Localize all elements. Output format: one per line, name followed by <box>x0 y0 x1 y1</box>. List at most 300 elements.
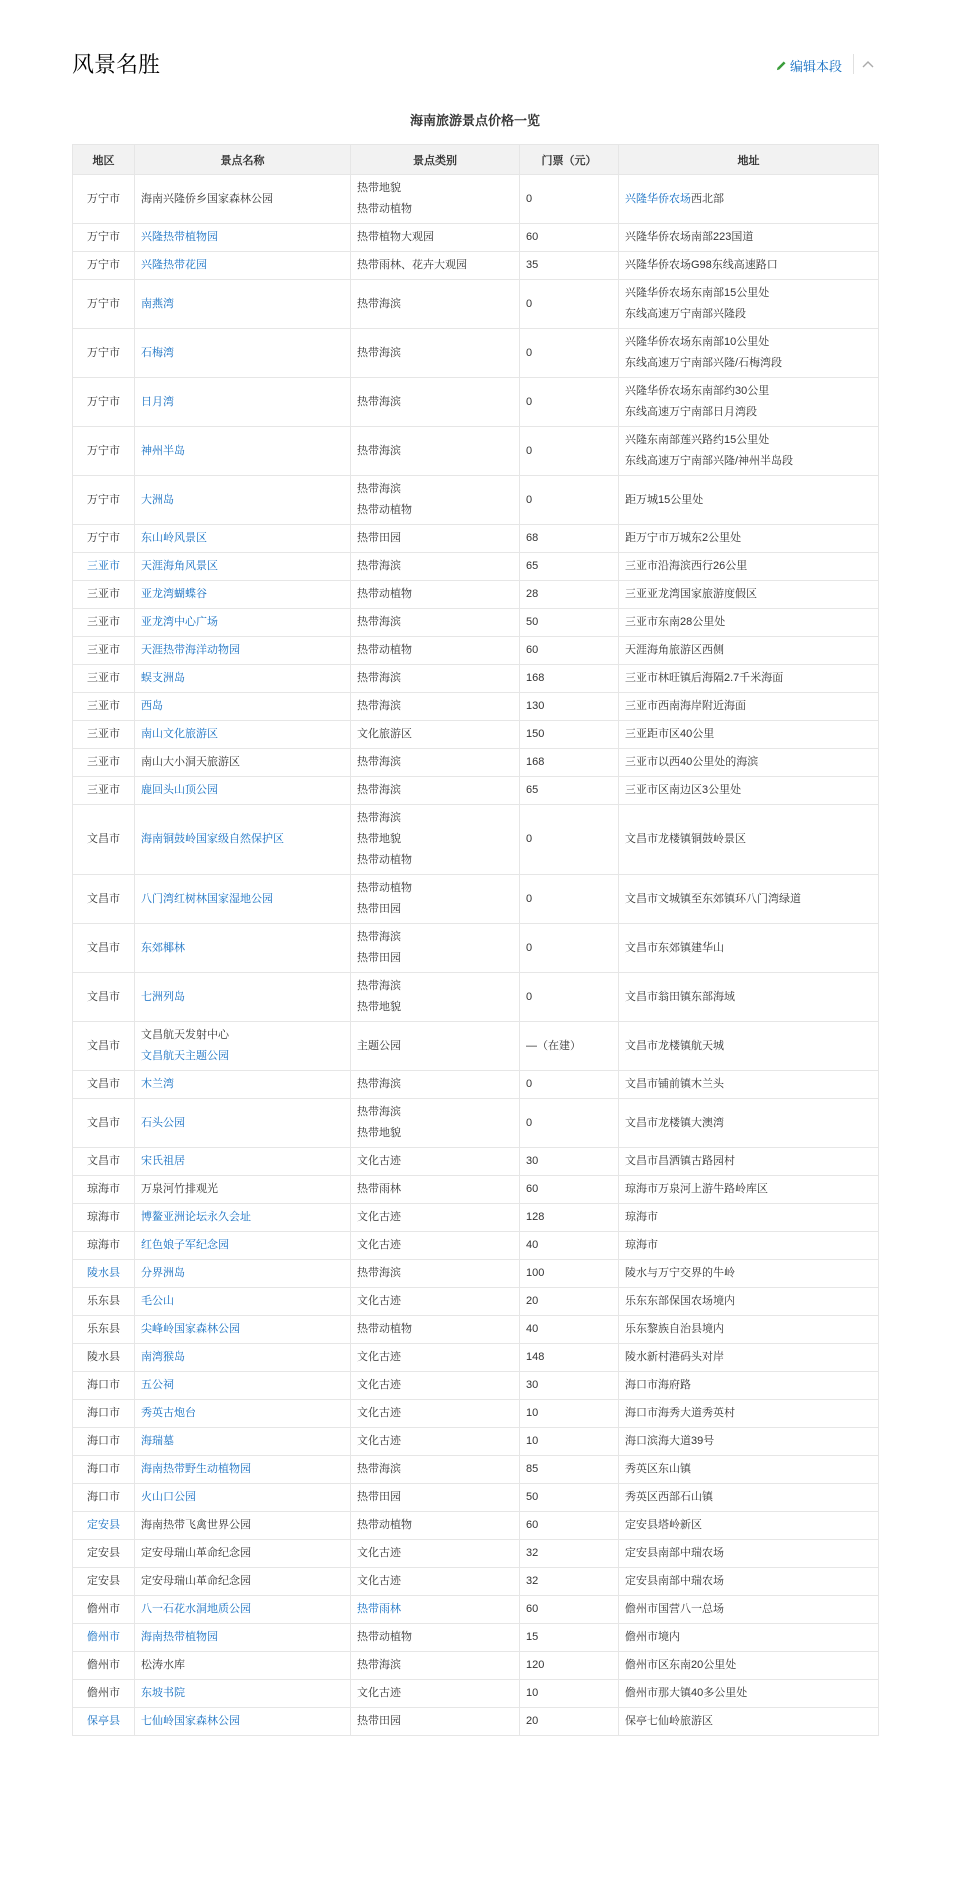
chevron-up-icon[interactable] <box>860 56 876 72</box>
cell-address <box>619 1316 879 1344</box>
address-text: 兴隆华侨农场东南部约30公里 <box>625 385 770 397</box>
address-text: 定安县南部中瑞农场 <box>625 1575 724 1587</box>
category-text: 热带海滨 <box>357 395 401 408</box>
region-text: 琼海市 <box>87 1211 120 1223</box>
region-text[interactable]: 三亚市 <box>87 560 120 572</box>
cell-name <box>135 1232 351 1260</box>
category-text: 热带海滨 <box>357 931 401 943</box>
cell-ticket <box>520 1428 619 1456</box>
cell-region <box>73 224 135 252</box>
region-text: 三亚市 <box>87 756 120 768</box>
cell-category <box>351 1148 520 1176</box>
cell-category <box>351 476 520 525</box>
cell-ticket <box>520 224 619 252</box>
table-row <box>73 924 879 973</box>
cell-ticket <box>520 1260 619 1288</box>
attraction-name[interactable]: 宋氏祖居 <box>141 1155 185 1167</box>
ticket-price: 35 <box>526 259 539 271</box>
ticket-price: 28 <box>526 588 539 600</box>
cell-ticket <box>520 609 619 637</box>
attraction-name[interactable]: 木兰湾 <box>141 1078 174 1090</box>
cell-name <box>135 1344 351 1372</box>
ticket-price: 0 <box>526 941 533 954</box>
category-text: 热带海滨 <box>357 980 401 992</box>
category-text: 热带动植物 <box>357 882 412 894</box>
cell-category <box>351 1316 520 1344</box>
region-text: 万宁市 <box>87 395 120 408</box>
category-text: 热带海滨 <box>357 784 401 796</box>
region-text: 文昌市 <box>87 1078 120 1090</box>
cell-address <box>619 1596 879 1624</box>
cell-region <box>73 1624 135 1652</box>
ticket-price: 60 <box>526 1519 539 1531</box>
ticket-price: 32 <box>526 1547 539 1559</box>
cell-address <box>619 175 879 224</box>
cell-region <box>73 1232 135 1260</box>
cell-region <box>73 581 135 609</box>
region-text: 文昌市 <box>87 1039 120 1052</box>
table-row <box>73 1400 879 1428</box>
cell-address <box>619 749 879 777</box>
cell-ticket <box>520 1596 619 1624</box>
address-text <box>625 189 872 210</box>
cell-ticket <box>520 665 619 693</box>
address-link[interactable]: 兴隆华侨农场 <box>625 192 691 205</box>
attraction-name[interactable]: 南湾猴岛 <box>141 1351 185 1363</box>
attraction-name[interactable]: 海南铜鼓岭国家级自然保护区 <box>141 833 284 845</box>
cell-name <box>135 1484 351 1512</box>
cell-ticket <box>520 1680 619 1708</box>
address-text: 海口市海秀大道秀英村 <box>625 1407 735 1419</box>
table-row <box>73 875 879 924</box>
cell-category <box>351 252 520 280</box>
address-text: 天涯海角旅游区西侧 <box>625 644 724 656</box>
attraction-name[interactable]: 兴隆热带花园 <box>141 259 207 271</box>
region-text: 海口市 <box>87 1379 120 1391</box>
column-header-name: 景点名称 <box>135 145 351 175</box>
region-text: 万宁市 <box>87 532 120 544</box>
address-text: 琼海市万泉河上游牛路岭库区 <box>625 1183 768 1195</box>
attraction-name[interactable]: 八一石花水洞地质公园 <box>141 1603 251 1615</box>
attraction-name[interactable]: 南燕湾 <box>141 297 174 310</box>
cell-name <box>135 525 351 553</box>
address-text: 兴隆华侨农场东南部10公里处 <box>625 336 770 348</box>
address-text: 文昌市东郊镇建华山 <box>625 941 724 954</box>
cell-region <box>73 749 135 777</box>
region-text: 乐东县 <box>87 1323 120 1335</box>
table-row <box>73 1680 879 1708</box>
cell-category <box>351 805 520 875</box>
region-text: 万宁市 <box>87 259 120 271</box>
attraction-name[interactable]: 蜈支洲岛 <box>141 672 185 684</box>
cell-address <box>619 1456 879 1484</box>
cell-name <box>135 665 351 693</box>
category-text: 热带田园 <box>357 1491 401 1503</box>
category-text[interactable]: 热带雨林 <box>357 1603 401 1615</box>
cell-name <box>135 1596 351 1624</box>
address-text: 文昌市翁田镇东部海域 <box>625 990 735 1003</box>
attraction-name[interactable]: 海南热带野生动植物园 <box>141 1463 251 1475</box>
cell-region <box>73 1260 135 1288</box>
cell-category <box>351 224 520 252</box>
cell-category <box>351 1484 520 1512</box>
cell-address <box>619 637 879 665</box>
attraction-name[interactable]: 五公祠 <box>141 1379 174 1391</box>
cell-address <box>619 1288 879 1316</box>
category-text: 文化旅游区 <box>357 728 412 740</box>
table-row <box>73 1652 879 1680</box>
address-text: 东线高速万宁南部兴隆/石梅湾段 <box>625 357 783 369</box>
table-row <box>73 1260 879 1288</box>
cell-name <box>135 1708 351 1736</box>
column-header-address: 地址 <box>619 145 879 175</box>
cell-region <box>73 1288 135 1316</box>
region-text: 海口市 <box>87 1463 120 1475</box>
ticket-price: 120 <box>526 1659 545 1671</box>
attractions-table <box>72 144 879 1736</box>
category-text: 热带雨林、花卉大观园 <box>357 259 467 271</box>
cell-category <box>351 609 520 637</box>
cell-ticket <box>520 1288 619 1316</box>
cell-name <box>135 1540 351 1568</box>
cell-address <box>619 1680 879 1708</box>
cell-address <box>619 224 879 252</box>
attraction-name[interactable]: 亚龙湾中心广场 <box>141 616 218 628</box>
category-text: 热带地貌 <box>357 833 401 845</box>
attraction-name[interactable]: 兴隆热带植物园 <box>141 231 218 243</box>
ticket-price: 0 <box>526 892 533 905</box>
region-text: 文昌市 <box>87 941 120 954</box>
attraction-name[interactable]: 海南热带植物园 <box>141 1631 218 1643</box>
address-text: 儋州市境内 <box>625 1631 680 1643</box>
ticket-price: 60 <box>526 1183 539 1195</box>
cell-address <box>619 805 879 875</box>
attraction-name: 文昌航天发射中心 <box>141 1029 229 1041</box>
address-text: 秀英区西部石山镇 <box>625 1491 713 1503</box>
attraction-name[interactable]: 火山口公园 <box>141 1491 196 1503</box>
cell-region <box>73 1372 135 1400</box>
ticket-price: 0 <box>526 1116 533 1129</box>
ticket-price: 30 <box>526 1379 539 1391</box>
cell-address <box>619 476 879 525</box>
cell-region <box>73 476 135 525</box>
cell-category <box>351 427 520 476</box>
cell-category <box>351 378 520 427</box>
cell-address <box>619 1540 879 1568</box>
table-row <box>73 1484 879 1512</box>
attraction-name[interactable]: 博鳌亚洲论坛永久会址 <box>141 1211 251 1223</box>
cell-category <box>351 1071 520 1099</box>
ticket-price: 0 <box>526 346 533 359</box>
region-text: 海口市 <box>87 1491 120 1503</box>
ticket-price: 148 <box>526 1351 545 1363</box>
address-text: 三亚距市区40公里 <box>625 728 715 740</box>
region-text: 定安县 <box>87 1547 120 1559</box>
address-text: 三亚市西南海岸附近海面 <box>625 700 746 712</box>
category-text: 文化古迹 <box>357 1435 401 1447</box>
cell-ticket <box>520 476 619 525</box>
ticket-price: 20 <box>526 1295 539 1307</box>
attraction-name[interactable]: 海瑞墓 <box>141 1435 174 1447</box>
address-text: 三亚市沿海滨西行26公里 <box>625 560 748 572</box>
category-text: 热带田园 <box>357 903 401 915</box>
cell-address <box>619 427 879 476</box>
address-text: 三亚市林旺镇后海隔2.7千米海面 <box>625 672 784 684</box>
category-text: 热带动植物 <box>357 203 412 215</box>
cell-name <box>135 749 351 777</box>
ticket-price: 0 <box>526 833 533 845</box>
category-text: 热带海滨 <box>357 1078 401 1090</box>
address-rest: 西北部 <box>691 192 724 205</box>
address-text: 文昌市文城镇至东郊镇环八门湾绿道 <box>625 892 801 905</box>
cell-region <box>73 252 135 280</box>
region-text[interactable]: 儋州市 <box>87 1631 120 1643</box>
cell-ticket <box>520 553 619 581</box>
attraction-name[interactable]: 文昌航天主题公园 <box>141 1050 229 1062</box>
address-text: 东线高速万宁南部兴隆/神州半岛段 <box>625 455 794 467</box>
category-text: 热带海滨 <box>357 616 401 628</box>
cell-ticket <box>520 637 619 665</box>
category-text: 热带雨林 <box>357 1183 401 1195</box>
ticket-price: 0 <box>526 1078 533 1090</box>
region-text[interactable]: 定安县 <box>87 1519 120 1531</box>
cell-ticket <box>520 1204 619 1232</box>
cell-address <box>619 1428 879 1456</box>
category-text: 热带海滨 <box>357 700 401 712</box>
category-text: 文化古迹 <box>357 1379 401 1391</box>
region-text: 万宁市 <box>87 231 120 243</box>
cell-name <box>135 252 351 280</box>
cell-name <box>135 1022 351 1071</box>
table-body <box>73 175 879 1736</box>
cell-ticket <box>520 1071 619 1099</box>
category-text: 热带植物大观园 <box>357 231 434 243</box>
cell-region <box>73 1428 135 1456</box>
cell-ticket <box>520 1456 619 1484</box>
category-text: 热带田园 <box>357 952 401 964</box>
ticket-price: 60 <box>526 231 539 243</box>
ticket-price: 50 <box>526 616 539 628</box>
edit-section-label: 编辑本段 <box>789 59 842 74</box>
cell-ticket <box>520 1372 619 1400</box>
address-text: 兴隆华侨农场G98东线高速路口 <box>625 259 778 271</box>
region-text: 文昌市 <box>87 1155 120 1167</box>
cell-ticket <box>520 973 619 1022</box>
cell-ticket <box>520 427 619 476</box>
cell-address <box>619 777 879 805</box>
table-row <box>73 1372 879 1400</box>
address-text: 海口滨海大道39号 <box>625 1435 715 1447</box>
attraction-name[interactable]: 天涯海角风景区 <box>141 560 218 572</box>
cell-region <box>73 1596 135 1624</box>
attraction-name[interactable]: 红色娘子军纪念园 <box>141 1239 229 1251</box>
cell-region <box>73 280 135 329</box>
cell-address <box>619 1176 879 1204</box>
cell-category <box>351 525 520 553</box>
attraction-name[interactable]: 七洲列岛 <box>141 990 185 1003</box>
region-text: 儋州市 <box>87 1659 120 1671</box>
cell-ticket <box>520 175 619 224</box>
cell-region <box>73 175 135 224</box>
table-row <box>73 252 879 280</box>
attraction-name[interactable]: 神州半岛 <box>141 444 185 457</box>
ticket-price: 15 <box>526 1631 539 1643</box>
region-text: 琼海市 <box>87 1183 120 1195</box>
table-row <box>73 1624 879 1652</box>
attraction-name[interactable]: 尖峰岭国家森林公园 <box>141 1323 240 1335</box>
cell-region <box>73 1512 135 1540</box>
table-row <box>73 1540 879 1568</box>
attraction-name[interactable]: 东坡书院 <box>141 1687 185 1699</box>
table-row <box>73 777 879 805</box>
attraction-name[interactable]: 八门湾红树林国家湿地公园 <box>141 892 273 905</box>
attraction-name[interactable]: 秀英古炮台 <box>141 1407 196 1419</box>
cell-category <box>351 1344 520 1372</box>
attraction-name[interactable]: 东山岭风景区 <box>141 532 207 544</box>
attraction-name[interactable]: 鹿回头山顶公园 <box>141 784 218 796</box>
region-text[interactable]: 保亭县 <box>87 1715 120 1727</box>
cell-ticket <box>520 1344 619 1372</box>
attraction-name[interactable]: 日月湾 <box>141 395 174 408</box>
region-text: 万宁市 <box>87 192 120 205</box>
cell-address <box>619 1372 879 1400</box>
attraction-name[interactable]: 石头公园 <box>141 1116 185 1129</box>
table-row <box>73 1344 879 1372</box>
table-row <box>73 329 879 378</box>
ticket-price: 0 <box>526 493 533 506</box>
attraction-name[interactable]: 西岛 <box>141 700 163 712</box>
cell-address <box>619 665 879 693</box>
cell-region <box>73 665 135 693</box>
category-text: 热带动植物 <box>357 504 412 516</box>
table-header-row <box>73 145 879 175</box>
region-text: 三亚市 <box>87 672 120 684</box>
cell-name <box>135 1288 351 1316</box>
cell-region <box>73 973 135 1022</box>
cell-region <box>73 1680 135 1708</box>
attraction-name[interactable]: 亚龙湾蝴蝶谷 <box>141 588 207 600</box>
address-text: 三亚市以西40公里处的海滨 <box>625 756 759 768</box>
table-row <box>73 378 879 427</box>
attraction-name[interactable]: 东郊椰林 <box>141 941 185 954</box>
cell-ticket <box>520 1022 619 1071</box>
cell-address <box>619 280 879 329</box>
attraction-name[interactable]: 七仙岭国家森林公园 <box>141 1715 240 1727</box>
table-row <box>73 1204 879 1232</box>
address-text: 东线高速万宁南部兴隆段 <box>625 308 746 320</box>
table-row <box>73 1568 879 1596</box>
cell-category <box>351 1540 520 1568</box>
address-text: 海口市海府路 <box>625 1379 691 1391</box>
category-text: 文化古迹 <box>357 1351 401 1363</box>
cell-ticket <box>520 1484 619 1512</box>
table-row <box>73 1148 879 1176</box>
cell-category <box>351 1372 520 1400</box>
category-text: 文化古迹 <box>357 1155 401 1167</box>
table-row <box>73 1099 879 1148</box>
region-text: 文昌市 <box>87 990 120 1003</box>
attraction-name[interactable]: 大洲岛 <box>141 493 174 506</box>
cell-ticket <box>520 1232 619 1260</box>
attraction-name[interactable]: 毛公山 <box>141 1295 174 1307</box>
cell-category <box>351 693 520 721</box>
edit-section-button[interactable] <box>776 56 842 75</box>
table-row <box>73 224 879 252</box>
ticket-price: 40 <box>526 1239 539 1251</box>
cell-region <box>73 721 135 749</box>
ticket-price: 50 <box>526 1491 539 1503</box>
attraction-name[interactable]: 石梅湾 <box>141 346 174 359</box>
address-text: 文昌市铺前镇木兰头 <box>625 1078 724 1090</box>
cell-name <box>135 175 351 224</box>
table-row <box>73 1022 879 1071</box>
cell-address <box>619 1708 879 1736</box>
cell-ticket <box>520 1400 619 1428</box>
cell-name <box>135 1176 351 1204</box>
address-text: 三亚市东南28公里处 <box>625 616 726 628</box>
cell-ticket <box>520 1316 619 1344</box>
category-text: 热带海滨 <box>357 560 401 572</box>
cell-region <box>73 1708 135 1736</box>
cell-ticket <box>520 378 619 427</box>
region-text: 三亚市 <box>87 700 120 712</box>
cell-name <box>135 1260 351 1288</box>
cell-category <box>351 1232 520 1260</box>
category-text: 热带海滨 <box>357 483 401 495</box>
cell-ticket <box>520 805 619 875</box>
header-divider <box>853 54 854 74</box>
cell-region <box>73 777 135 805</box>
ticket-price: 60 <box>526 1603 539 1615</box>
region-text: 儋州市 <box>87 1687 120 1699</box>
table-row <box>73 609 879 637</box>
cell-name <box>135 973 351 1022</box>
cell-ticket <box>520 1624 619 1652</box>
address-text: 兴隆华侨农场东南部15公里处 <box>625 287 770 299</box>
address-text: 秀英区东山镇 <box>625 1463 691 1475</box>
cell-address <box>619 693 879 721</box>
region-text: 三亚市 <box>87 588 120 600</box>
cell-ticket <box>520 1512 619 1540</box>
cell-address <box>619 1204 879 1232</box>
ticket-price: 168 <box>526 756 545 768</box>
section-title: 风景名胜 <box>72 52 161 77</box>
category-text: 文化古迹 <box>357 1575 401 1587</box>
category-text: 文化古迹 <box>357 1407 401 1419</box>
table-row <box>73 721 879 749</box>
cell-category <box>351 721 520 749</box>
ticket-price: 130 <box>526 700 545 712</box>
column-header-ticket: 门票（元） <box>520 145 619 175</box>
table-row <box>73 581 879 609</box>
cell-name <box>135 805 351 875</box>
cell-name <box>135 1456 351 1484</box>
table-row <box>73 1428 879 1456</box>
region-text[interactable]: 陵水县 <box>87 1267 120 1279</box>
attraction-name[interactable]: 分界洲岛 <box>141 1267 185 1279</box>
attraction-name[interactable]: 天涯热带海洋动物园 <box>141 644 240 656</box>
cell-address <box>619 973 879 1022</box>
category-text: 热带地貌 <box>357 1127 401 1139</box>
attraction-name: 定安母瑞山革命纪念园 <box>141 1575 251 1587</box>
cell-address <box>619 1099 879 1148</box>
category-text: 热带海滨 <box>357 672 401 684</box>
cell-category <box>351 1624 520 1652</box>
cell-category <box>351 1680 520 1708</box>
attraction-name[interactable]: 南山文化旅游区 <box>141 728 218 740</box>
table-row <box>73 693 879 721</box>
table-caption: 海南旅游景点价格一览 <box>409 113 540 128</box>
